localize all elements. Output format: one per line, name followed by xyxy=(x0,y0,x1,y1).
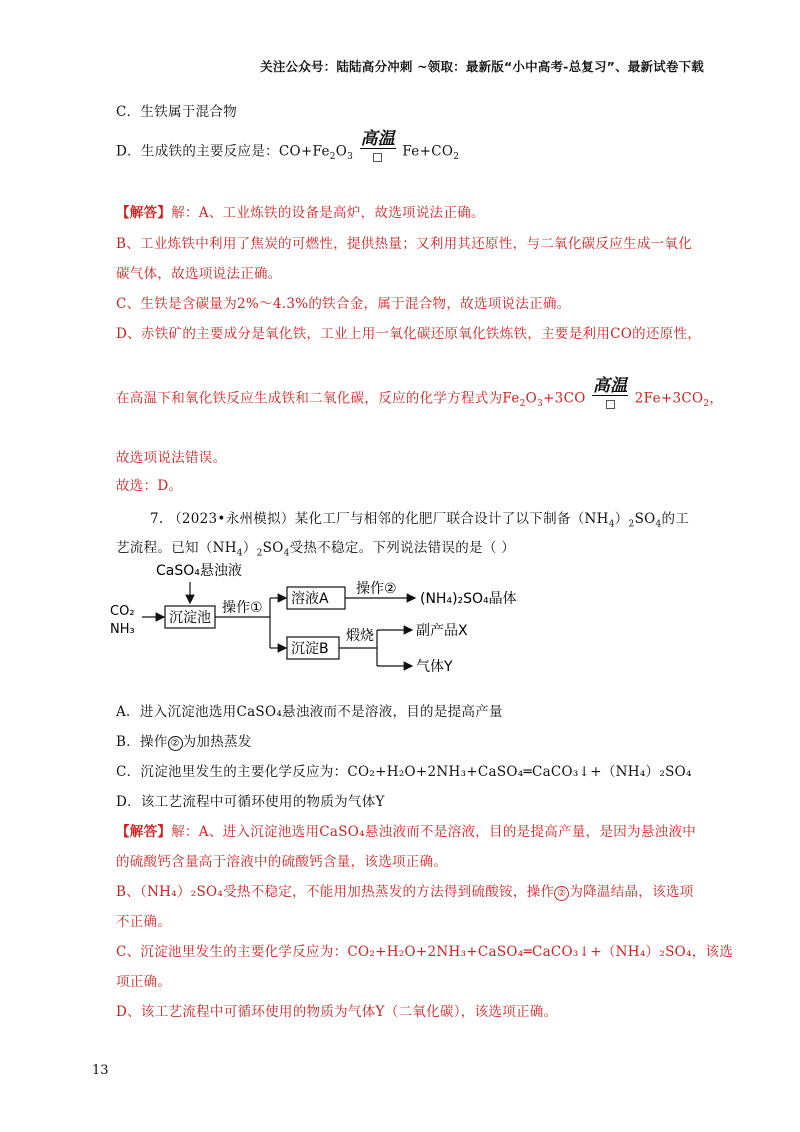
byproduct-label: 副产品X xyxy=(416,623,468,639)
condition-box-icon xyxy=(373,153,382,162)
option7-d: D．该工艺流程中可循环使用的物质为气体Y xyxy=(116,794,385,810)
page-number: 13 xyxy=(92,1063,109,1078)
page-header: 关注公众号：陆陆高分冲刺 ~领取：最新版“小中高考-总复习”、最新试卷下载 xyxy=(260,59,704,74)
option7-a: A．进入沉淀池选用CaSO₄悬浊液而不是溶液，目的是提高产量 xyxy=(116,704,503,720)
question7-line-1: 7. （2023•永州模拟）某化工厂与相邻的化肥厂联合设计了以下制备$(NH_4)_2SO_4$的工 xyxy=(150,511,690,530)
calcine-label: 煅烧 xyxy=(346,628,374,644)
reaction-condition: 高温 xyxy=(360,130,396,162)
answer6-line-8: 故选：D。 xyxy=(116,478,183,494)
answer7-line-1: 【解答】解：A、进入沉淀池选用CaSO₄悬浊液而不是溶液，目的是提高产量，是因为悬浊液中 xyxy=(116,824,697,840)
answer7-line-6: 项正确。 xyxy=(116,974,172,990)
op2-label: 操作② xyxy=(356,581,397,597)
answer6-line-2: B、工业炼铁中利用了焦炭的可燃性，提供热量；又利用其还原性，与二氧化碳反应生成一氧化 xyxy=(116,236,693,252)
answer6-line-5: D、赤铁矿的主要成分是氧化铁，工业上用一氧化碳还原氧化铁炼铁，主要是利用CO的还原性， xyxy=(116,326,702,342)
solution-a-label: 溶液A xyxy=(291,591,329,607)
precipitate-b-label: 沉淀B xyxy=(291,641,329,657)
condition-box-icon xyxy=(606,400,615,409)
nh3-label: NH₃ xyxy=(110,622,135,637)
crystal-label: (NH₄)₂SO₄晶体 xyxy=(420,591,517,607)
answer6-line-1: 【解答】解：A、工业炼铁的设备是高炉，故选项说法正确。 xyxy=(116,205,485,221)
answer7-line-7: D、该工艺流程中可循环使用的物质为气体Y（二氧化碳），该选项正确。 xyxy=(116,1004,558,1020)
answer6-line-3: 碳气体，故选项说法正确。 xyxy=(116,266,282,282)
caso4-label: CaSO₄悬浊液 xyxy=(156,563,242,579)
answer7-line-2: 的硫酸钙含量高于溶液中的硫酸钙含量，该选项正确。 xyxy=(116,854,448,870)
option7-b: B．操作 ② 为加热蒸发 xyxy=(116,734,252,750)
answer7-line-4: 不正确。 xyxy=(116,914,172,930)
pool-label: 沉淀池 xyxy=(169,610,211,626)
process-flow-diagram xyxy=(110,560,570,685)
answer7-line-3: B、（NH₄）₂SO₄受热不稳定，不能用加热蒸发的方法得到硫酸铵，操作 ② 为降温结晶，该选项 xyxy=(116,884,694,900)
reaction-condition: 高温 xyxy=(592,377,628,409)
option7-c: C．沉淀池里发生的主要化学反应为：CO₂+H₂O+2NH₃+CaSO₄═CaCO₃↓+（NH₄）₂SO₄ xyxy=(116,764,692,780)
answer6-line-6: 在高温下和氧化铁反应生成铁和二氧化碳，反应的化学方程式为$Fe_2O_3+3CO$ 高温 $2Fe+3CO_2$， xyxy=(116,376,724,410)
option-d-prev: D．生成铁的主要反应是：$CO+Fe_2O_3$ 高温 $Fe+CO_2$ xyxy=(116,129,460,163)
question7-line-2: 艺流程。已知$(NH_4)_2SO_4$受热不稳定。下列说法错误的是（ ） xyxy=(116,540,516,559)
co2-label: CO₂ xyxy=(110,604,135,619)
op1-label: 操作① xyxy=(222,600,263,616)
answer6-line-7: 故选项说法错误。 xyxy=(116,450,227,466)
answer6-line-4: C、生铁是含碳量为2%～4.3%的铁合金，属于混合物，故选项说法正确。 xyxy=(116,296,571,312)
answer7-line-5: C、沉淀池里发生的主要化学反应为：CO₂+H₂O+2NH₃+CaSO₄═CaCO₃↓+（NH₄）₂SO₄，该选 xyxy=(116,944,734,960)
gas-y-label: 气体Y xyxy=(416,659,453,675)
option-c-prev: C．生铁属于混合物 xyxy=(116,104,238,120)
